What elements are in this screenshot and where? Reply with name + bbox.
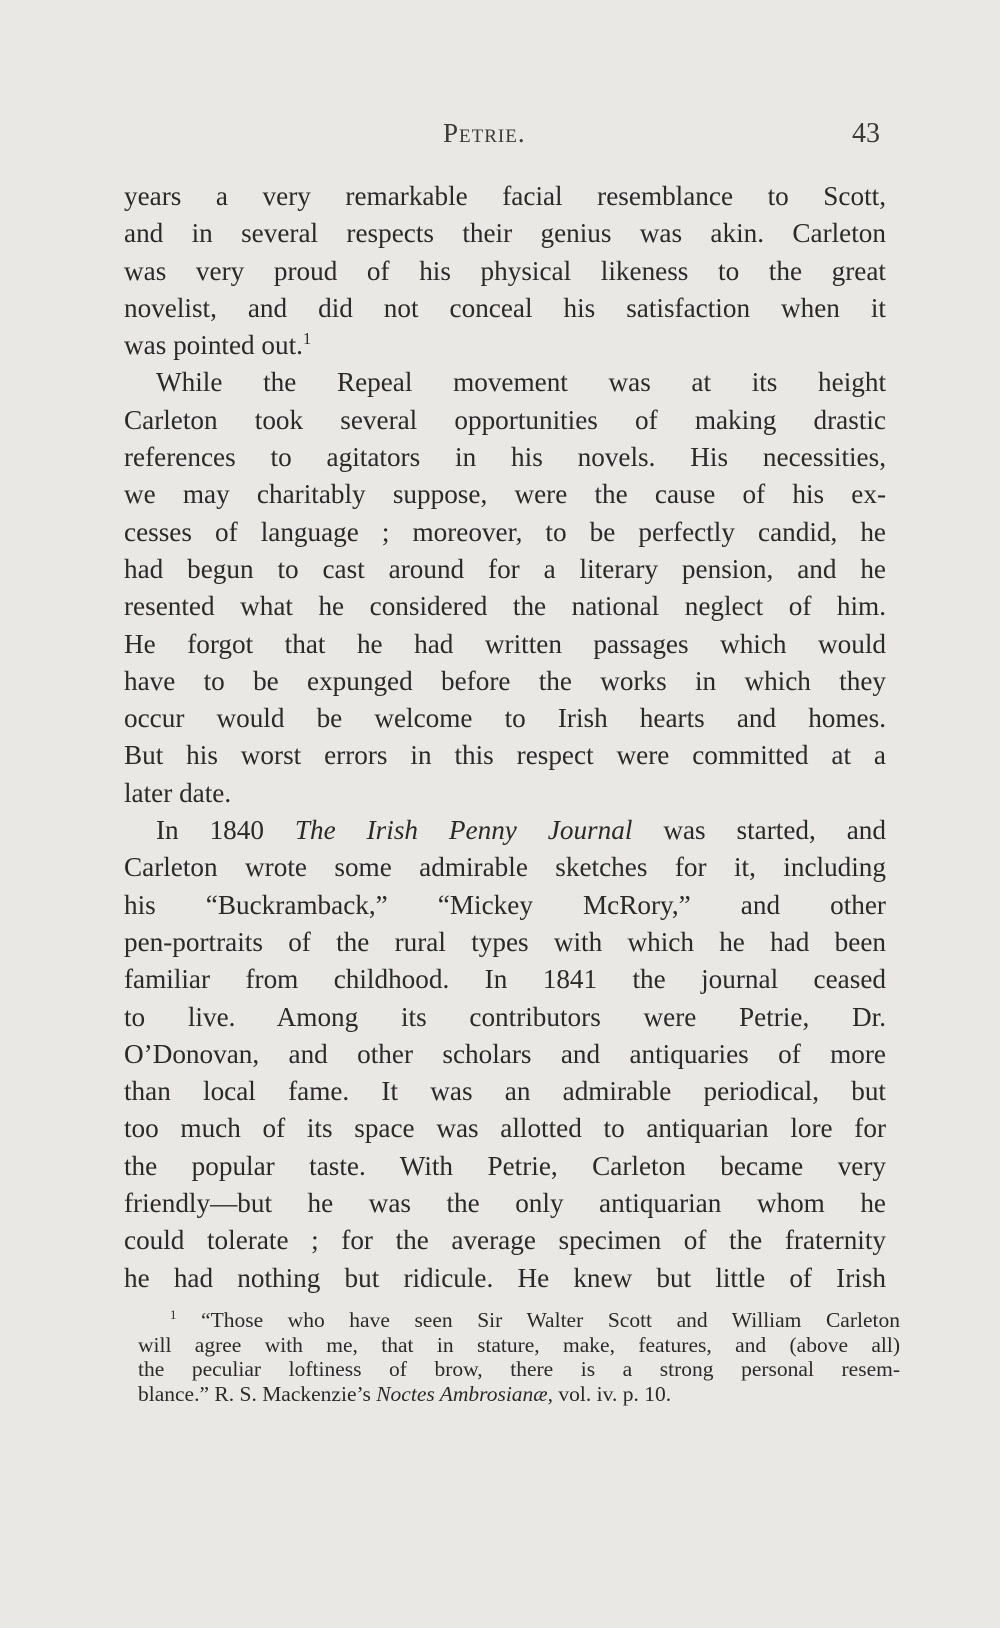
- text-line: the popular taste. With Petrie, Carleton became very: [124, 1150, 886, 1181]
- text-line: he had nothing but ridicule. He knew but little of Irish: [124, 1262, 886, 1293]
- text-line: novelist, and did not conceal his satisfaction when it: [124, 292, 886, 323]
- text-line: to live. Among its contributors were Petrie, Dr.: [124, 1001, 886, 1032]
- text-line: was pointed out.$^1$: [124, 329, 312, 361]
- text-line: friendly—but he was the only antiquarian whom he: [124, 1188, 886, 1219]
- footnote-line: $^1$ “Those who have seen Sir Walter Scott and William Carleton: [170, 1307, 901, 1332]
- text-line: familiar from childhood. In 1841 the journal ceased: [124, 964, 886, 995]
- text-line: later date.: [124, 777, 232, 808]
- text-line: O’Donovan, and other scholars and antiquaries of more: [124, 1038, 886, 1069]
- text-line: While the Repeal movement was at its height: [156, 367, 886, 398]
- text-line: But his worst errors in this respect were committed at a: [124, 740, 886, 771]
- book-title: Noctes Ambrosianæ: [376, 1381, 548, 1406]
- page-header: [125, 118, 880, 158]
- text-line: had begun to cast around for a literary pension, and he: [124, 553, 886, 584]
- text-line: Carleton wrote some admirable sketches for it, including: [124, 852, 886, 883]
- text-line: was very proud of his physical likeness to the great: [124, 255, 886, 286]
- text-line: cesses of language ; moreover, to be perfectly candid, he: [124, 516, 886, 547]
- text-line: resented what he considered the national neglect of him.: [124, 591, 886, 622]
- text-line: we may charitably suppose, were the cause of his ex-: [124, 479, 886, 510]
- text-line: could tolerate ; for the average specimen of the fraternity: [124, 1225, 886, 1256]
- text-line: his “Buckramback,” “Mickey McRory,” and other: [124, 889, 886, 920]
- text-line: references to agitators in his novels. His necessities,: [124, 442, 886, 473]
- footnote-line: the peculiar loftiness of brow, there is a strong personal resem-: [138, 1357, 900, 1382]
- journal-title: The Irish Penny Journal: [294, 815, 633, 846]
- text-line: occur would be welcome to Irish hearts and homes.: [124, 703, 886, 734]
- running-head: Petrie.: [443, 118, 526, 148]
- footnote: [138, 1308, 900, 1406]
- text-line: pen-portraits of the rural types with which he had been: [124, 926, 886, 957]
- footnote-line: blance.” R. S. Mackenzie’s Noctes Ambrosianæ, vol. iv. p. 10.: [138, 1381, 672, 1406]
- text-line: Carleton took several opportunities of making drastic: [124, 404, 886, 435]
- footnote-reference: 1: [302, 329, 312, 349]
- main-text: [124, 178, 886, 1297]
- text-line: years a very remarkable facial resemblance to Scott,: [124, 181, 886, 211]
- text-line: In 1840 The Irish Penny Journal was started, and: [156, 815, 886, 846]
- text-line: too much of its space was allotted to antiquarian lore for: [124, 1113, 886, 1144]
- page-number: 43: [852, 118, 880, 149]
- text-line: He forgot that he had written passages which would: [124, 628, 886, 659]
- footnote-line: will agree with me, that in stature, make, features, and (above all): [138, 1332, 900, 1357]
- text-line: have to be expunged before the works in which they: [124, 665, 886, 696]
- text-line: and in several respects their genius was akin. Carleton: [124, 218, 886, 249]
- footnote-mark: 1: [170, 1307, 177, 1322]
- text-line: than local fame. It was an admirable periodical, but: [124, 1076, 886, 1107]
